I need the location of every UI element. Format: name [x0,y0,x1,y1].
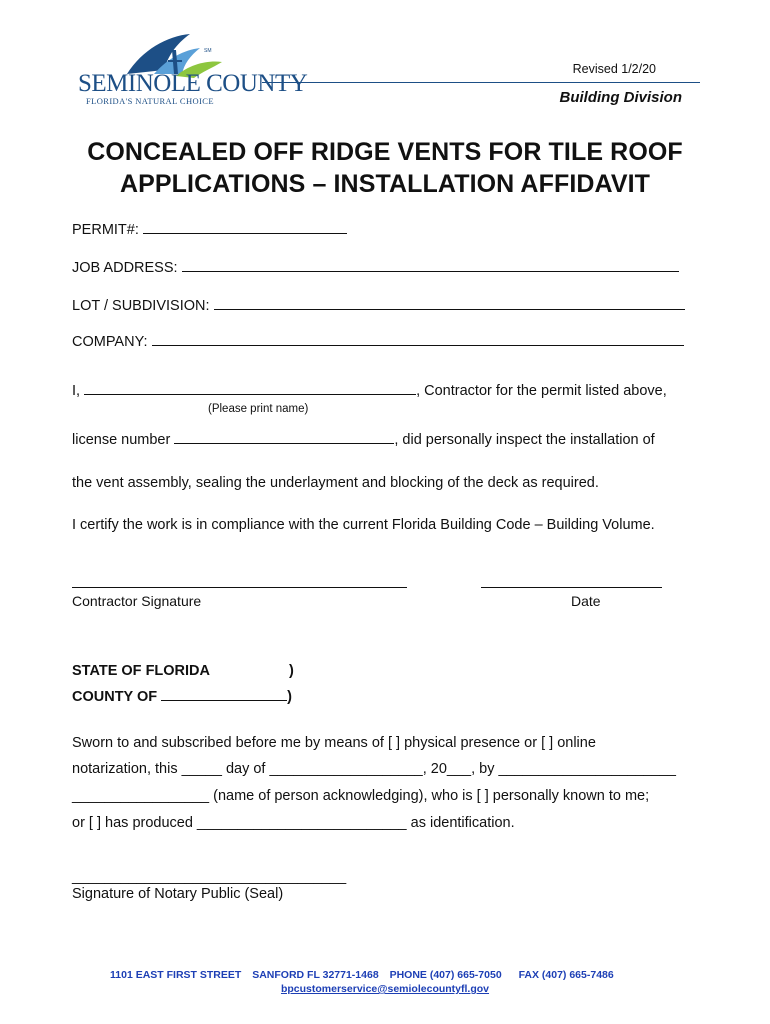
county-line [72,689,292,705]
footer-email-link[interactable]: bpcustomerservice@semiolecountyfl.gov [280,983,490,995]
notary-line-3: _________________ (name of person acknowledging), who is [ ] personally known to me; [72,788,650,804]
permit-input[interactable] [143,233,347,234]
notary-line-4: or [ ] has produced __________________________ as identification. [72,815,515,831]
lot-subdivision-input[interactable] [214,309,685,310]
revised-date: Revised 1/2/20 [572,62,656,76]
vent-statement: the vent assembly, sealing the underlayment and blocking of the deck as required. [72,475,599,491]
county-label: COUNTY OF [72,689,158,705]
footer-city: SANFORD FL 32771-1468 [252,969,379,981]
footer-address: 1101 EAST FIRST STREET [110,969,242,981]
state-label: STATE OF FLORIDA [72,663,211,679]
license-label: license number [72,432,171,448]
job-address-field [72,260,679,276]
date-label: Date [571,593,601,609]
permit-label: PERMIT#: [72,222,139,238]
license-line [72,432,655,448]
notary-signature-label: Signature of Notary Public (Seal) [72,886,284,902]
i-label: I, [72,383,81,399]
lot-subdivision-label: LOT / SUBDIVISION: [72,298,210,314]
lot-subdivision-field [72,298,685,314]
logo-wordmark: SEMINOLE COUNTY [78,70,308,97]
header-rule [262,82,700,83]
footer-email-wrap [0,983,770,995]
logo-tagline: FLORIDA'S NATURAL CHOICE [86,96,214,106]
license-number-input[interactable] [174,443,394,444]
state-line [72,663,312,679]
footer-phone: PHONE (407) 665-7050 [389,969,502,981]
footer-fax: FAX (407) 665-7486 [518,969,614,981]
contractor-signature-label: Contractor Signature [72,593,202,609]
footer-contact [110,969,614,981]
notary-line-1: Sworn to and subscribed before me by means of [ ] physical presence or [ ] online [72,735,596,751]
title-line-1: CONCEALED OFF RIDGE VENTS FOR TILE ROOF [87,138,683,166]
page-title [0,136,770,200]
print-name-hint: (Please print name) [208,403,309,415]
company-input[interactable] [152,345,684,346]
county-logo [72,30,308,110]
company-field [72,334,684,350]
logo-mark-text: SM [204,48,212,54]
job-address-input[interactable] [182,271,679,272]
state-paren: ) [289,663,294,679]
certify-statement: I certify the work is in compliance with the current Florida Building Code – Building Volume. [72,517,655,533]
county-input[interactable] [161,700,287,701]
contractor-name-line [72,383,667,399]
notary-signature-line[interactable]: __________________________________ [72,869,347,885]
job-address-label: JOB ADDRESS: [72,260,178,276]
title-line-2: APPLICATIONS – INSTALLATION AFFIDAVIT [119,170,651,198]
inspect-text: , did personally inspect the installation of [394,432,655,448]
notary-line-2: notarization, this _____ day of ___________________, 20___, by ______________________ [72,761,676,777]
contractor-name-input[interactable] [84,394,416,395]
building-division: Building Division [559,89,682,106]
contractor-text: , Contractor for the permit listed above, [416,383,667,399]
permit-field [72,222,347,238]
county-paren: ) [287,689,292,705]
company-label: COMPANY: [72,334,148,350]
contractor-signature-line[interactable] [72,587,407,588]
date-line[interactable] [481,587,662,588]
